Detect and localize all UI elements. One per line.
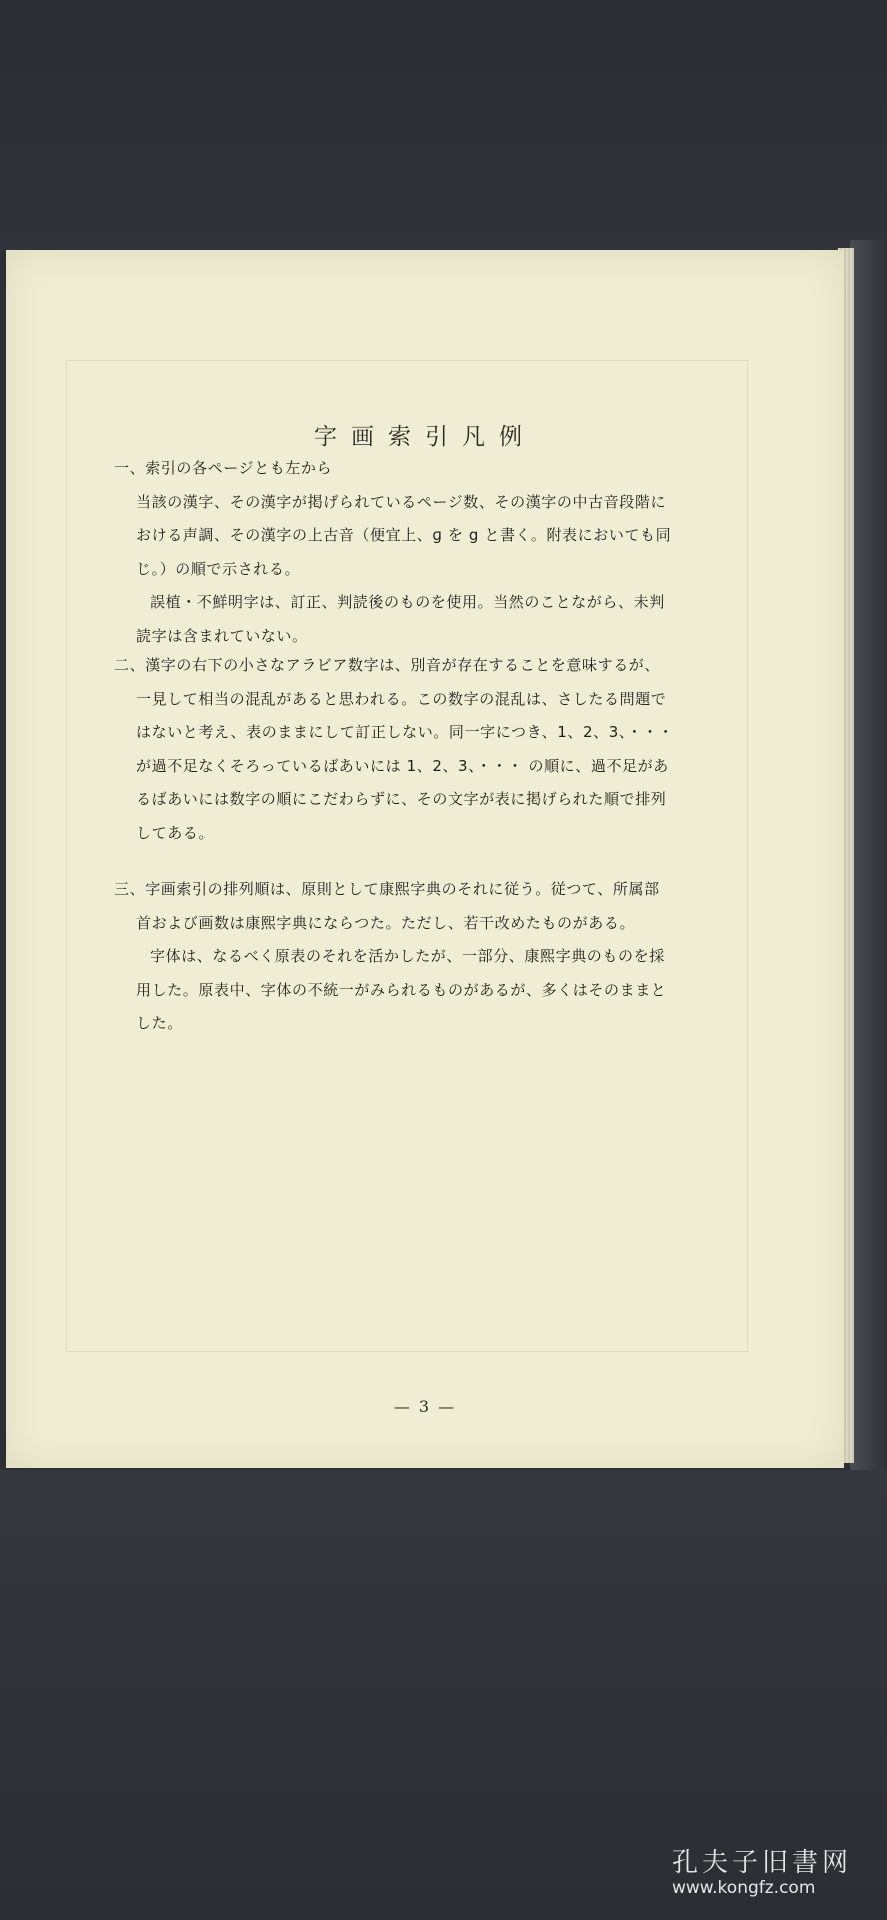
section-2-line: 一見して相当の混乱があると思われる。この数字の混乱は、さしたる問題で	[136, 689, 667, 708]
watermark-url: www.kongfz.com	[672, 1878, 816, 1898]
section-3-line: した。	[136, 1014, 183, 1032]
book-cover-edge	[850, 240, 887, 1470]
page-title: 字画索引凡例	[314, 424, 536, 450]
section-2-line: してある。	[136, 823, 215, 842]
section-1-heading: 一、索引の各ページとも左から	[114, 459, 333, 477]
section-3	[114, 873, 779, 1041]
watermark-text: 孔夫子旧書网	[672, 1848, 853, 1878]
watermark	[672, 1848, 872, 1898]
section-2-heading: 二、漢字の右下の小さなアラビア数字は、別音が存在することを意味するが、	[114, 656, 661, 674]
section-3-line: 用した。原表中、字体の不統一がみられるものがあるが、多くはそのままと	[136, 980, 667, 999]
section-2-line: が過不足なくそろっているばあいには 1、2、3、・・・ の順に、過不足があ	[136, 756, 669, 775]
section-1-line: 当該の漢字、その漢字が掲げられているページ数、その漢字の中古音段階に	[136, 492, 667, 511]
section-3-line: 字体は、なるべく原表のそれを活かしたが、一部分、康熙字典のものを採	[150, 947, 665, 965]
section-2-line: るばあいには数字の順にこだわらずに、その文字が表に掲げられた順で排列	[136, 790, 667, 808]
section-2-line: はないと考え、表のままにして訂正しない。同一字につき、1、2、3、・・・	[136, 723, 674, 741]
page-number: — 3 —	[393, 1397, 457, 1416]
section-2	[114, 649, 779, 850]
section-3-line: 首および画数は康熙字典にならつた。ただし、若干改めたものがある。	[136, 913, 636, 932]
section-1-line: じ。）の順で示される。	[136, 559, 301, 578]
background-top	[0, 0, 887, 250]
section-3-heading: 三、字画索引の排列順は、原則として康熙字典のそれに従う。従つて、所属部	[114, 880, 660, 898]
section-1-line: 読字は含まれていない。	[136, 626, 308, 645]
section-1-line: 誤植・不鮮明字は、訂正、判読後のものを使用。当然のことながら、未判	[150, 593, 665, 611]
section-1-line: おける声調、その漢字の上古音（便宜上、ɡ を g と書く。附表においても同	[136, 526, 672, 544]
section-1	[114, 452, 779, 653]
document-page	[6, 250, 844, 1468]
